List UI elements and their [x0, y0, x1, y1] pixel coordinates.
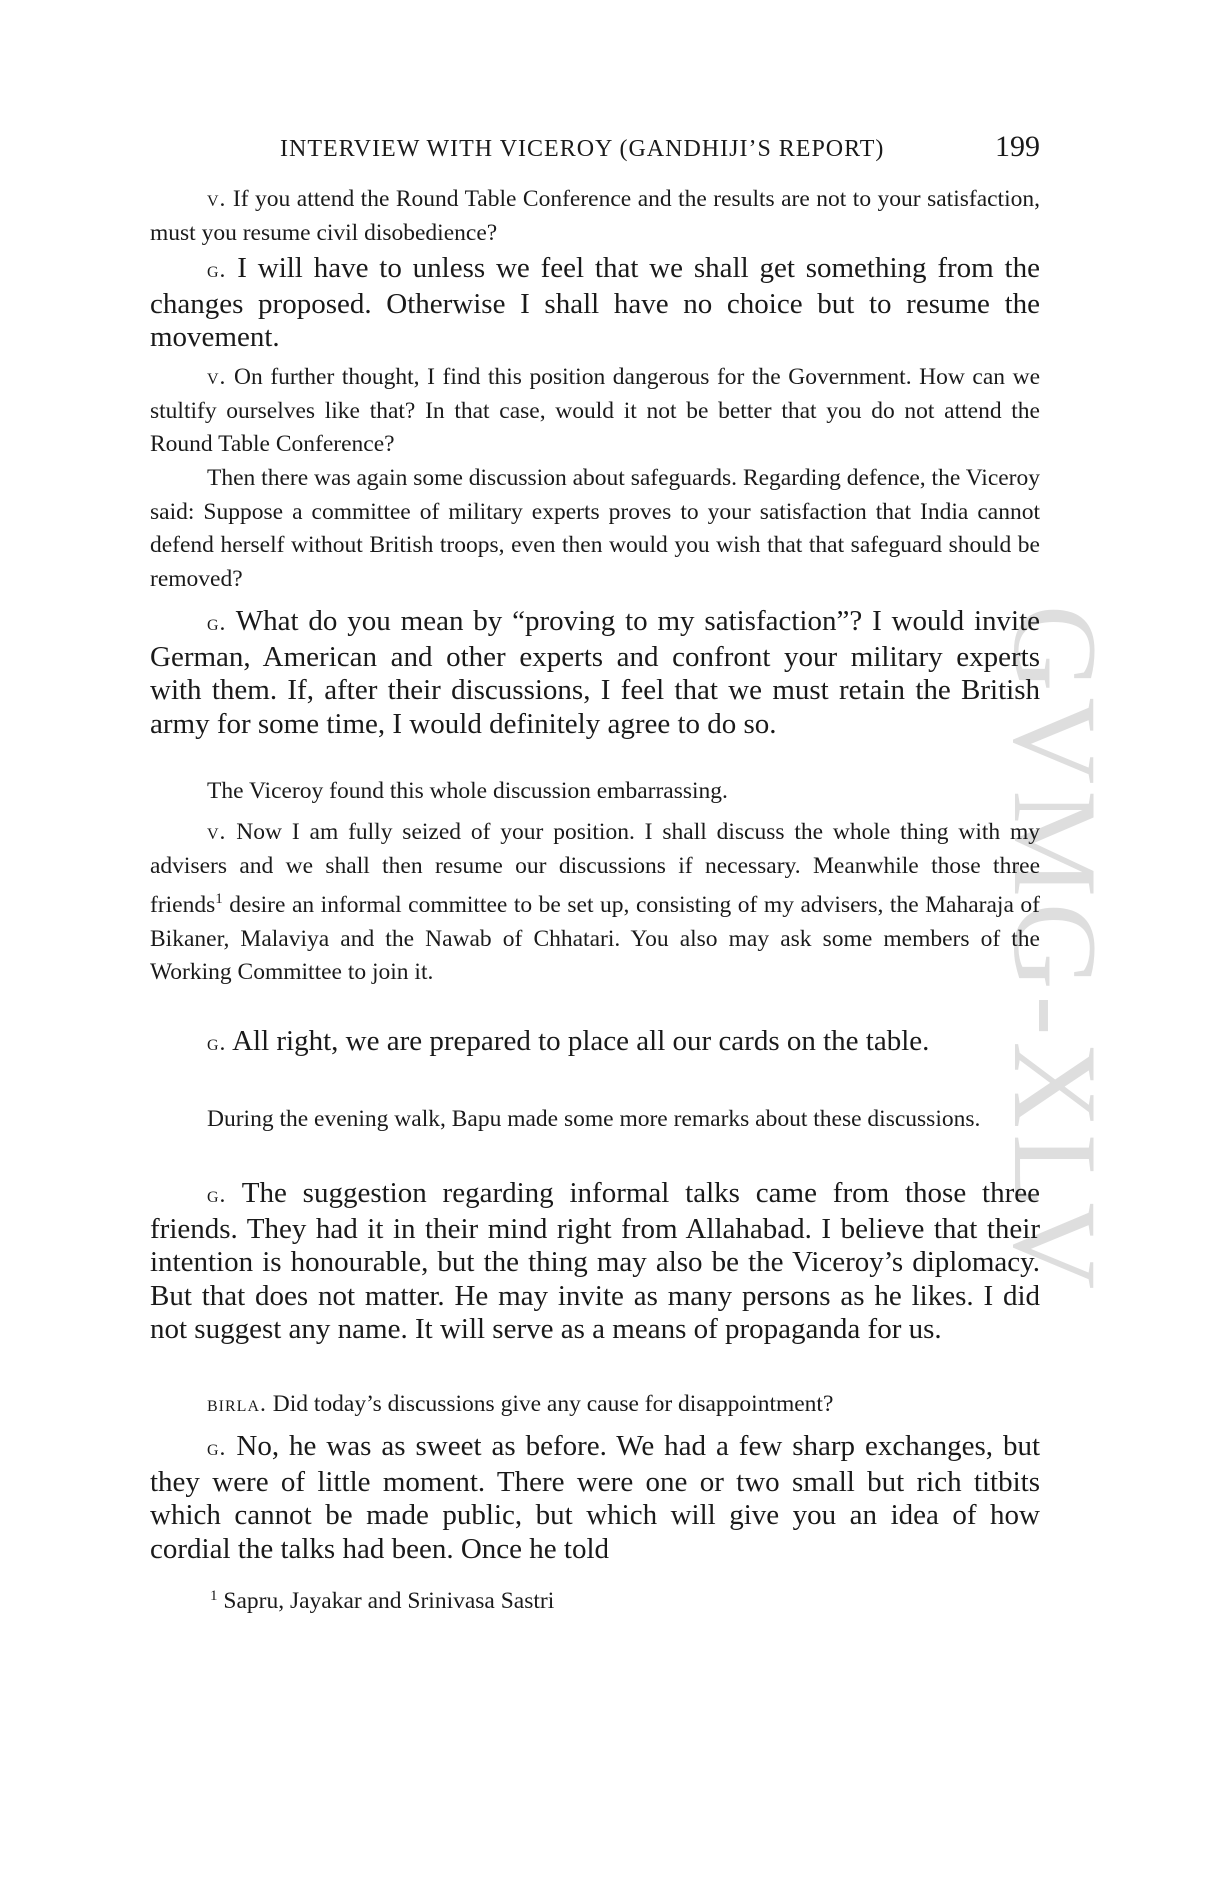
paragraph-text: During the evening walk, Bapu made some more remarks about these discussions.	[207, 1106, 981, 1132]
paragraph-text: The Viceroy found this whole discussion embarrassing.	[207, 778, 728, 804]
paragraph-birla	[150, 1388, 1040, 1422]
paragraph-gandhi-3	[150, 1025, 1040, 1061]
paragraph-gandhi-1	[150, 252, 1040, 355]
paragraph-narration-2	[150, 775, 1040, 809]
speaker-label: g.	[207, 1435, 227, 1461]
paragraph-gandhi-2	[150, 605, 1040, 741]
paragraph-viceroy-2	[150, 361, 1040, 462]
footnote	[210, 1588, 554, 1615]
paragraph-text: Now I am fully seized of your position. I shall discuss the whole thing with my advisers and we shall then resume our discussions if necessary. Meanwhile those three friends	[150, 819, 1041, 918]
paragraph-narration-3	[150, 1103, 1040, 1137]
paragraph-viceroy-3	[150, 816, 1040, 990]
running-header	[150, 130, 1040, 170]
speaker-label: g.	[207, 1030, 227, 1056]
paragraph-text: Then there was again some discussion about safeguards. Regarding defence, the Viceroy said: Suppose a committee of military experts proves to your satisfaction that India cannot defend herself without British troops, even then would you wish that that safeguard should be removed?	[150, 465, 1040, 592]
paragraph-text: What do you mean by “proving to my satisfaction”? I would invite German, American and other experts and confront your military experts with them. If, after their discussions, I feel that we must retain the British army for some time, I would definitely agree to do so.	[150, 605, 1040, 740]
speaker-label: v.	[207, 186, 227, 212]
speaker-label: v.	[207, 364, 227, 390]
paragraph-text: If you attend the Round Table Conference and the results are not to your satisfaction, must you resume civil disobedience?	[150, 186, 1040, 246]
paragraph-viceroy-1	[150, 183, 1040, 250]
paragraph-text: On further thought, I find this position dangerous for the Government. How can we stultify ourselves like that? In that case, would it not be better that you do not attend the Round Table Conference?	[150, 364, 1041, 457]
paragraph-gandhi-4	[150, 1177, 1040, 1347]
header-title: INTERVIEW WITH VICEROY (GANDHIJI’S REPORT)	[280, 136, 885, 162]
speaker-label: g.	[207, 610, 227, 636]
page-number: 199	[995, 130, 1040, 163]
paragraph-text: All right, we are prepared to place all our cards on the table.	[232, 1025, 930, 1057]
footnote-text: Sapru, Jayakar and Srinivasa Sastri	[223, 1588, 555, 1614]
footnote-reference: 1	[215, 891, 223, 907]
speaker-label: birla.	[207, 1391, 267, 1417]
paragraph-text: No, he was as sweet as before. We had a few sharp exchanges, but they were of little moment. There were one or two small but rich titbits which cannot be made public, but which will give you an idea of how cordial the talks had been. Once he told	[150, 1430, 1041, 1565]
paragraph-text: I will have to unless we feel that we shall get something from the changes proposed. Otherwise I shall have no choice but to resume the movement.	[150, 252, 1040, 353]
speaker-label: g.	[207, 1182, 227, 1208]
paragraph-text: The suggestion regarding informal talks came from those three friends. They had it in their mind right from Allahabad. I believe that their intention is honourable, but the thing may also be the Viceroy’s diplomacy. But that does not matter. He may invite as many persons as he likes. I did not suggest any name. It will serve as a means of propaganda for us.	[150, 1177, 1040, 1345]
watermark: GVMG-XLV	[989, 604, 1122, 1296]
speaker-label: v.	[207, 819, 227, 845]
footnote-marker: 1	[210, 1588, 218, 1604]
paragraph-text: Did today’s discussions give any cause for disappointment?	[272, 1391, 834, 1417]
paragraph-narration-1	[150, 462, 1040, 596]
speaker-label: g.	[207, 257, 227, 283]
paragraph-text: desire an informal committee to be set up, consisting of my advisers, the Maharaja of Bikaner, Malaviya and the Nawab of Chhatari. You also may ask some members of the Working Committee to join it.	[150, 892, 1040, 985]
paragraph-gandhi-5	[150, 1430, 1040, 1566]
